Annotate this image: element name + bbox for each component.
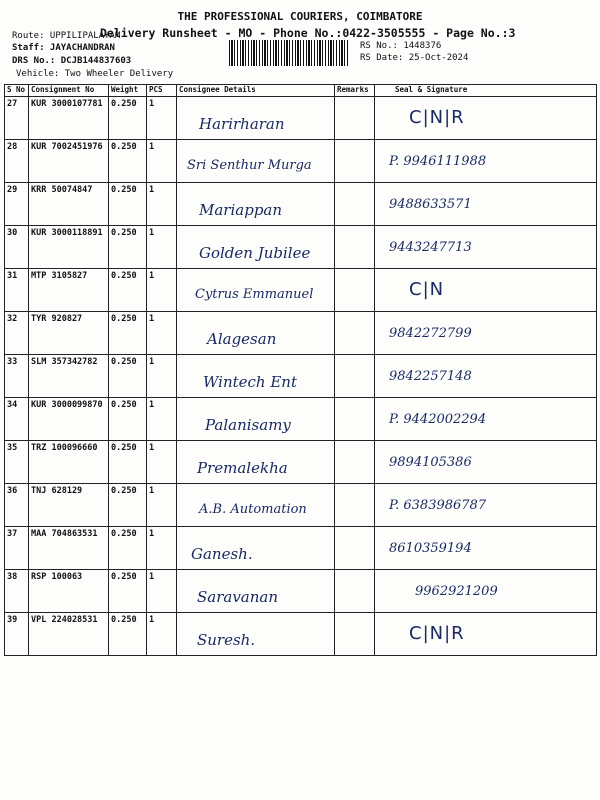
cell-consignment: KRR 50074847 [29, 183, 109, 226]
cell-sno: 30 [5, 226, 29, 269]
consignee-handwriting: A.B. Automation [199, 502, 307, 517]
cell-sno: 33 [5, 355, 29, 398]
runsheet-subtitle: Delivery Runsheet - MO - Phone No.:0422-3505555 - Page No.:3 [100, 26, 516, 40]
consignee-handwriting: Golden Jubilee [199, 244, 311, 262]
cell-pcs: 1 [147, 527, 177, 570]
cell-signature [375, 269, 597, 312]
cell-signature [375, 140, 597, 183]
consignee-handwriting: Wintech Ent [203, 373, 297, 391]
table-row [5, 398, 597, 441]
signature-handwriting: 9842272799 [389, 326, 472, 341]
cell-weight: 0.250 [109, 226, 147, 269]
col-header-consignment: Consignment No [29, 85, 109, 97]
cell-consignee [177, 183, 335, 226]
cell-weight: 0.250 [109, 441, 147, 484]
cell-weight: 0.250 [109, 140, 147, 183]
cell-consignee [177, 398, 335, 441]
cell-weight: 0.250 [109, 398, 147, 441]
col-header-signature: Seal & Signature [375, 85, 597, 97]
company-title: THE PROFESSIONAL COURIERS, COIMBATORE [177, 10, 423, 23]
cell-remarks [335, 140, 375, 183]
cell-remarks [335, 441, 375, 484]
cell-consignment: KUR 3000099870 [29, 398, 109, 441]
signature-handwriting: 9894105386 [389, 455, 472, 470]
cell-consignment: MTP 3105827 [29, 269, 109, 312]
cell-sno: 29 [5, 183, 29, 226]
signature-handwriting: 9842257148 [389, 369, 472, 384]
cell-consignee [177, 97, 335, 140]
cell-consignee [177, 527, 335, 570]
cell-consignee [177, 570, 335, 613]
cell-pcs: 1 [147, 484, 177, 527]
staff-label: Staff: JAYACHANDRAN [12, 43, 115, 53]
cell-sno: 37 [5, 527, 29, 570]
table-header-row [5, 85, 597, 97]
cell-weight: 0.250 [109, 355, 147, 398]
consignee-handwriting: Suresh. [197, 631, 256, 649]
table-row [5, 97, 597, 140]
cell-signature [375, 613, 597, 656]
signature-handwriting: P. 9946111988 [389, 154, 487, 169]
cell-weight: 0.250 [109, 570, 147, 613]
col-header-remarks: Remarks [335, 85, 375, 97]
cell-consignee [177, 441, 335, 484]
cell-sno: 34 [5, 398, 29, 441]
cell-sno: 32 [5, 312, 29, 355]
table-row [5, 269, 597, 312]
cell-weight: 0.250 [109, 613, 147, 656]
col-header-sno: S No [5, 85, 29, 97]
table-row [5, 355, 597, 398]
cell-weight: 0.250 [109, 527, 147, 570]
cell-consignment: KUR 3000118891 [29, 226, 109, 269]
vehicle-label: Vehicle: Two Wheeler Delivery [16, 69, 174, 79]
cell-remarks [335, 484, 375, 527]
cell-remarks [335, 97, 375, 140]
drs-number: DRS No.: DCJB144837603 [12, 56, 132, 66]
col-header-consignee: Consignee Details [177, 85, 335, 97]
runsheet-table [4, 84, 597, 656]
consignee-handwriting: Premalekha [197, 459, 288, 477]
table-row [5, 183, 597, 226]
table-row [5, 441, 597, 484]
cell-pcs: 1 [147, 613, 177, 656]
signature-handwriting: C|N|R [409, 623, 465, 644]
cell-weight: 0.250 [109, 183, 147, 226]
col-header-pcs: PCS [147, 85, 177, 97]
cell-consignee [177, 312, 335, 355]
cell-pcs: 1 [147, 140, 177, 183]
cell-pcs: 1 [147, 441, 177, 484]
consignee-handwriting: Cytrus Emmanuel [195, 287, 314, 302]
cell-consignment: VPL 224028531 [29, 613, 109, 656]
cell-remarks [335, 183, 375, 226]
cell-pcs: 1 [147, 226, 177, 269]
signature-handwriting: 9962921209 [415, 584, 498, 599]
consignee-handwriting: Ganesh. [191, 545, 253, 563]
cell-sno: 28 [5, 140, 29, 183]
cell-signature [375, 97, 597, 140]
signature-handwriting: 8610359194 [389, 541, 472, 556]
table-row [5, 570, 597, 613]
cell-consignment: SLM 357342782 [29, 355, 109, 398]
cell-remarks [335, 527, 375, 570]
rs-date: RS Date: 25-Oct-2024 [360, 53, 469, 63]
cell-consignee [177, 613, 335, 656]
cell-consignee [177, 355, 335, 398]
cell-weight: 0.250 [109, 312, 147, 355]
table-row [5, 484, 597, 527]
consignee-handwriting: Sri Senthur Murga [187, 158, 312, 173]
cell-remarks [335, 570, 375, 613]
cell-consignee [177, 484, 335, 527]
cell-signature [375, 183, 597, 226]
cell-sno: 35 [5, 441, 29, 484]
cell-sno: 27 [5, 97, 29, 140]
cell-weight: 0.250 [109, 269, 147, 312]
cell-signature [375, 441, 597, 484]
cell-consignment: RSP 100063 [29, 570, 109, 613]
signature-handwriting: P. 6383986787 [389, 498, 487, 513]
cell-remarks [335, 226, 375, 269]
cell-remarks [335, 355, 375, 398]
cell-consignee [177, 226, 335, 269]
cell-weight: 0.250 [109, 484, 147, 527]
cell-sno: 39 [5, 613, 29, 656]
cell-sno: 31 [5, 269, 29, 312]
cell-consignment: KUR 7002451976 [29, 140, 109, 183]
cell-remarks [335, 269, 375, 312]
cell-consignment: TNJ 628129 [29, 484, 109, 527]
cell-pcs: 1 [147, 269, 177, 312]
table-row [5, 140, 597, 183]
cell-remarks [335, 613, 375, 656]
cell-pcs: 1 [147, 183, 177, 226]
signature-handwriting: 9488633571 [389, 197, 472, 212]
table-row [5, 226, 597, 269]
cell-remarks [335, 398, 375, 441]
consignee-handwriting: Saravanan [197, 588, 279, 606]
cell-pcs: 1 [147, 355, 177, 398]
cell-signature [375, 484, 597, 527]
cell-pcs: 1 [147, 570, 177, 613]
table-row [5, 613, 597, 656]
cell-sno: 36 [5, 484, 29, 527]
cell-remarks [335, 312, 375, 355]
cell-signature [375, 355, 597, 398]
signature-handwriting: P. 9442002294 [389, 412, 487, 427]
cell-weight: 0.250 [109, 97, 147, 140]
cell-consignment: TYR 920827 [29, 312, 109, 355]
cell-signature [375, 570, 597, 613]
consignee-handwriting: Mariappan [199, 201, 283, 219]
route-label: Route: UPPILIPALAYAM [12, 31, 121, 41]
col-header-weight: Weight [109, 85, 147, 97]
cell-signature [375, 398, 597, 441]
barcode-image [229, 40, 349, 66]
cell-pcs: 1 [147, 398, 177, 441]
table-row [5, 527, 597, 570]
consignee-handwriting: Alagesan [207, 330, 277, 348]
cell-signature [375, 527, 597, 570]
consignee-handwriting: Harirharan [199, 115, 285, 133]
cell-signature [375, 226, 597, 269]
cell-consignment: KUR 3000107781 [29, 97, 109, 140]
consignee-handwriting: Palanisamy [205, 416, 291, 434]
cell-signature [375, 312, 597, 355]
cell-pcs: 1 [147, 312, 177, 355]
signature-handwriting: C|N|R [409, 107, 465, 128]
table-row [5, 312, 597, 355]
cell-sno: 38 [5, 570, 29, 613]
cell-consignee [177, 140, 335, 183]
cell-consignment: MAA 704863531 [29, 527, 109, 570]
signature-handwriting: 9443247713 [389, 240, 472, 255]
signature-handwriting: C|N [409, 279, 445, 300]
cell-pcs: 1 [147, 97, 177, 140]
rs-number: RS No.: 1448376 [360, 41, 442, 51]
cell-consignee [177, 269, 335, 312]
cell-consignment: TRZ 100096660 [29, 441, 109, 484]
